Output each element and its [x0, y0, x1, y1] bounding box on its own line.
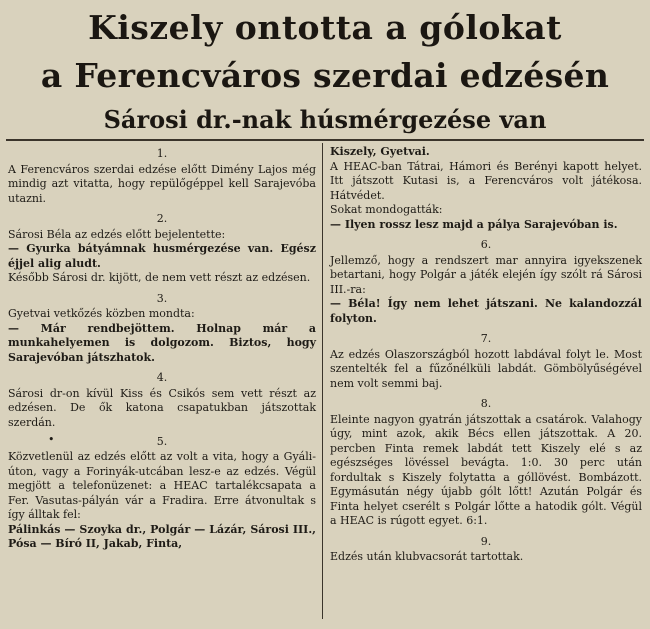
section-5-text: Közvetlenül az edzés előtt az volt a vita, hogy a Gyáli-úton, vagy a Forinyák-utcában lesz-e az edzés. Végül megjött a telefonüzenet: a HEAC tartalékcsapata a Fer. Vasutas-pályán vár a Fradira. Erre átvonultak s így álltak fel: [8, 450, 316, 521]
section-2-quote: — Gyurka bátyámnak husmérgezése van. Egész éjjel alig aludt. [8, 242, 316, 270]
headline-line-1: Kiszely ontotta a gólokat [88, 8, 562, 47]
section-4-text: Sárosi dr-on kívül Kiss és Csikós sem vett részt az edzésen. De ők katona csapatukban játszottak szerdán. [8, 386, 316, 429]
heac-text: A HEAC-ban Tátrai, Hámori és Berényi kapott helyet. Itt játszott Kutasi is, a Ferencváros volt játékosa. Hátvédet. [330, 159, 642, 202]
right-column [330, 145, 642, 565]
said-quote: — Ilyen rossz lesz majd a pálya Sarajevóban is. [330, 217, 618, 231]
section-number: 8. [480, 397, 492, 410]
section-number: 1. [156, 147, 168, 160]
bullet-mark: • [48, 433, 55, 446]
section-number: 5. [156, 434, 168, 448]
section-number: 3. [156, 291, 168, 305]
section-8-text: Eleinte nagyon gyatrán játszottak a csatárok. Valahogy úgy, mint azok, akik Bécs ellen játszottak. A 20. percben Finta remek labdát tett Kiszely elé s az egészséges lövéssel bevágta. 1:0. 30 perc után fordultak s Kiszely folytatta a góllövést. Bombázott. Egymásután négy újabb gólt lőtt! Azután Polgár és Finta helyet cserélt s Polgár lőtte a hatodik gólt. Végül a HEAC is rúgott egyet. 6:1. [330, 412, 642, 527]
section-number: 4. [156, 371, 168, 384]
column-divider [322, 143, 323, 619]
section-number: 9. [480, 534, 492, 548]
section-9-text: Edzés után klubvacsorát tartottak. [330, 550, 524, 563]
section-1-text: A Ferencváros szerdai edzése előtt Dimény Lajos még mindig azt vitatta, hogy repülőgéppel kell Sarajevóba utazni. [8, 162, 316, 205]
said-text: Sokat mondogatták: [330, 203, 443, 216]
section-2-after: Később Sárosi dr. kijött, de nem vett részt az edzésen. [8, 271, 311, 284]
subtitle: Sárosi dr.-nak húsmérgezése van [103, 105, 547, 134]
section-5-lineup: Pálinkás — Szoyka dr., Polgár — Lázár, Sárosi III., Pósa — Bíró II, Jakab, Finta, [8, 522, 316, 550]
section-6-text: Jellemző, hogy a rendszert mar annyira igyekszenek betartani, hogy Polgár a játék elején így szólt rá Sárosi III.-ra: [330, 253, 642, 296]
left-column [8, 145, 316, 552]
headline-line-2: a Ferencváros szerdai edzésén [40, 56, 610, 95]
section-7-text: Az edzés Olaszországból hozott labdával folyt le. Most szentelték fel a fűzőnélküli labdát. Gömbölyűségével nem volt semmi baj. [330, 347, 642, 390]
section-3-quote: — Már rendbejöttem. Holnap már a munkahelyemen is dolgozom. Biztos, hogy Sarajevóban játszhatok. [8, 321, 316, 364]
section-number: 2. [156, 212, 168, 225]
section-2-text: Sárosi Béla az edzés előtt bejelentette: [8, 227, 226, 241]
section-number: 7. [480, 332, 492, 345]
section-number: 6. [480, 238, 492, 251]
header-rule [6, 139, 644, 141]
section-3-text: Gyetvai vetkőzés közben mondta: [8, 307, 195, 320]
section-6-quote: — Béla! Így nem lehet játszani. Ne kalandozzál folyton. [330, 297, 642, 325]
lineup-continued: Kiszely, Gyetvai. [330, 145, 430, 158]
